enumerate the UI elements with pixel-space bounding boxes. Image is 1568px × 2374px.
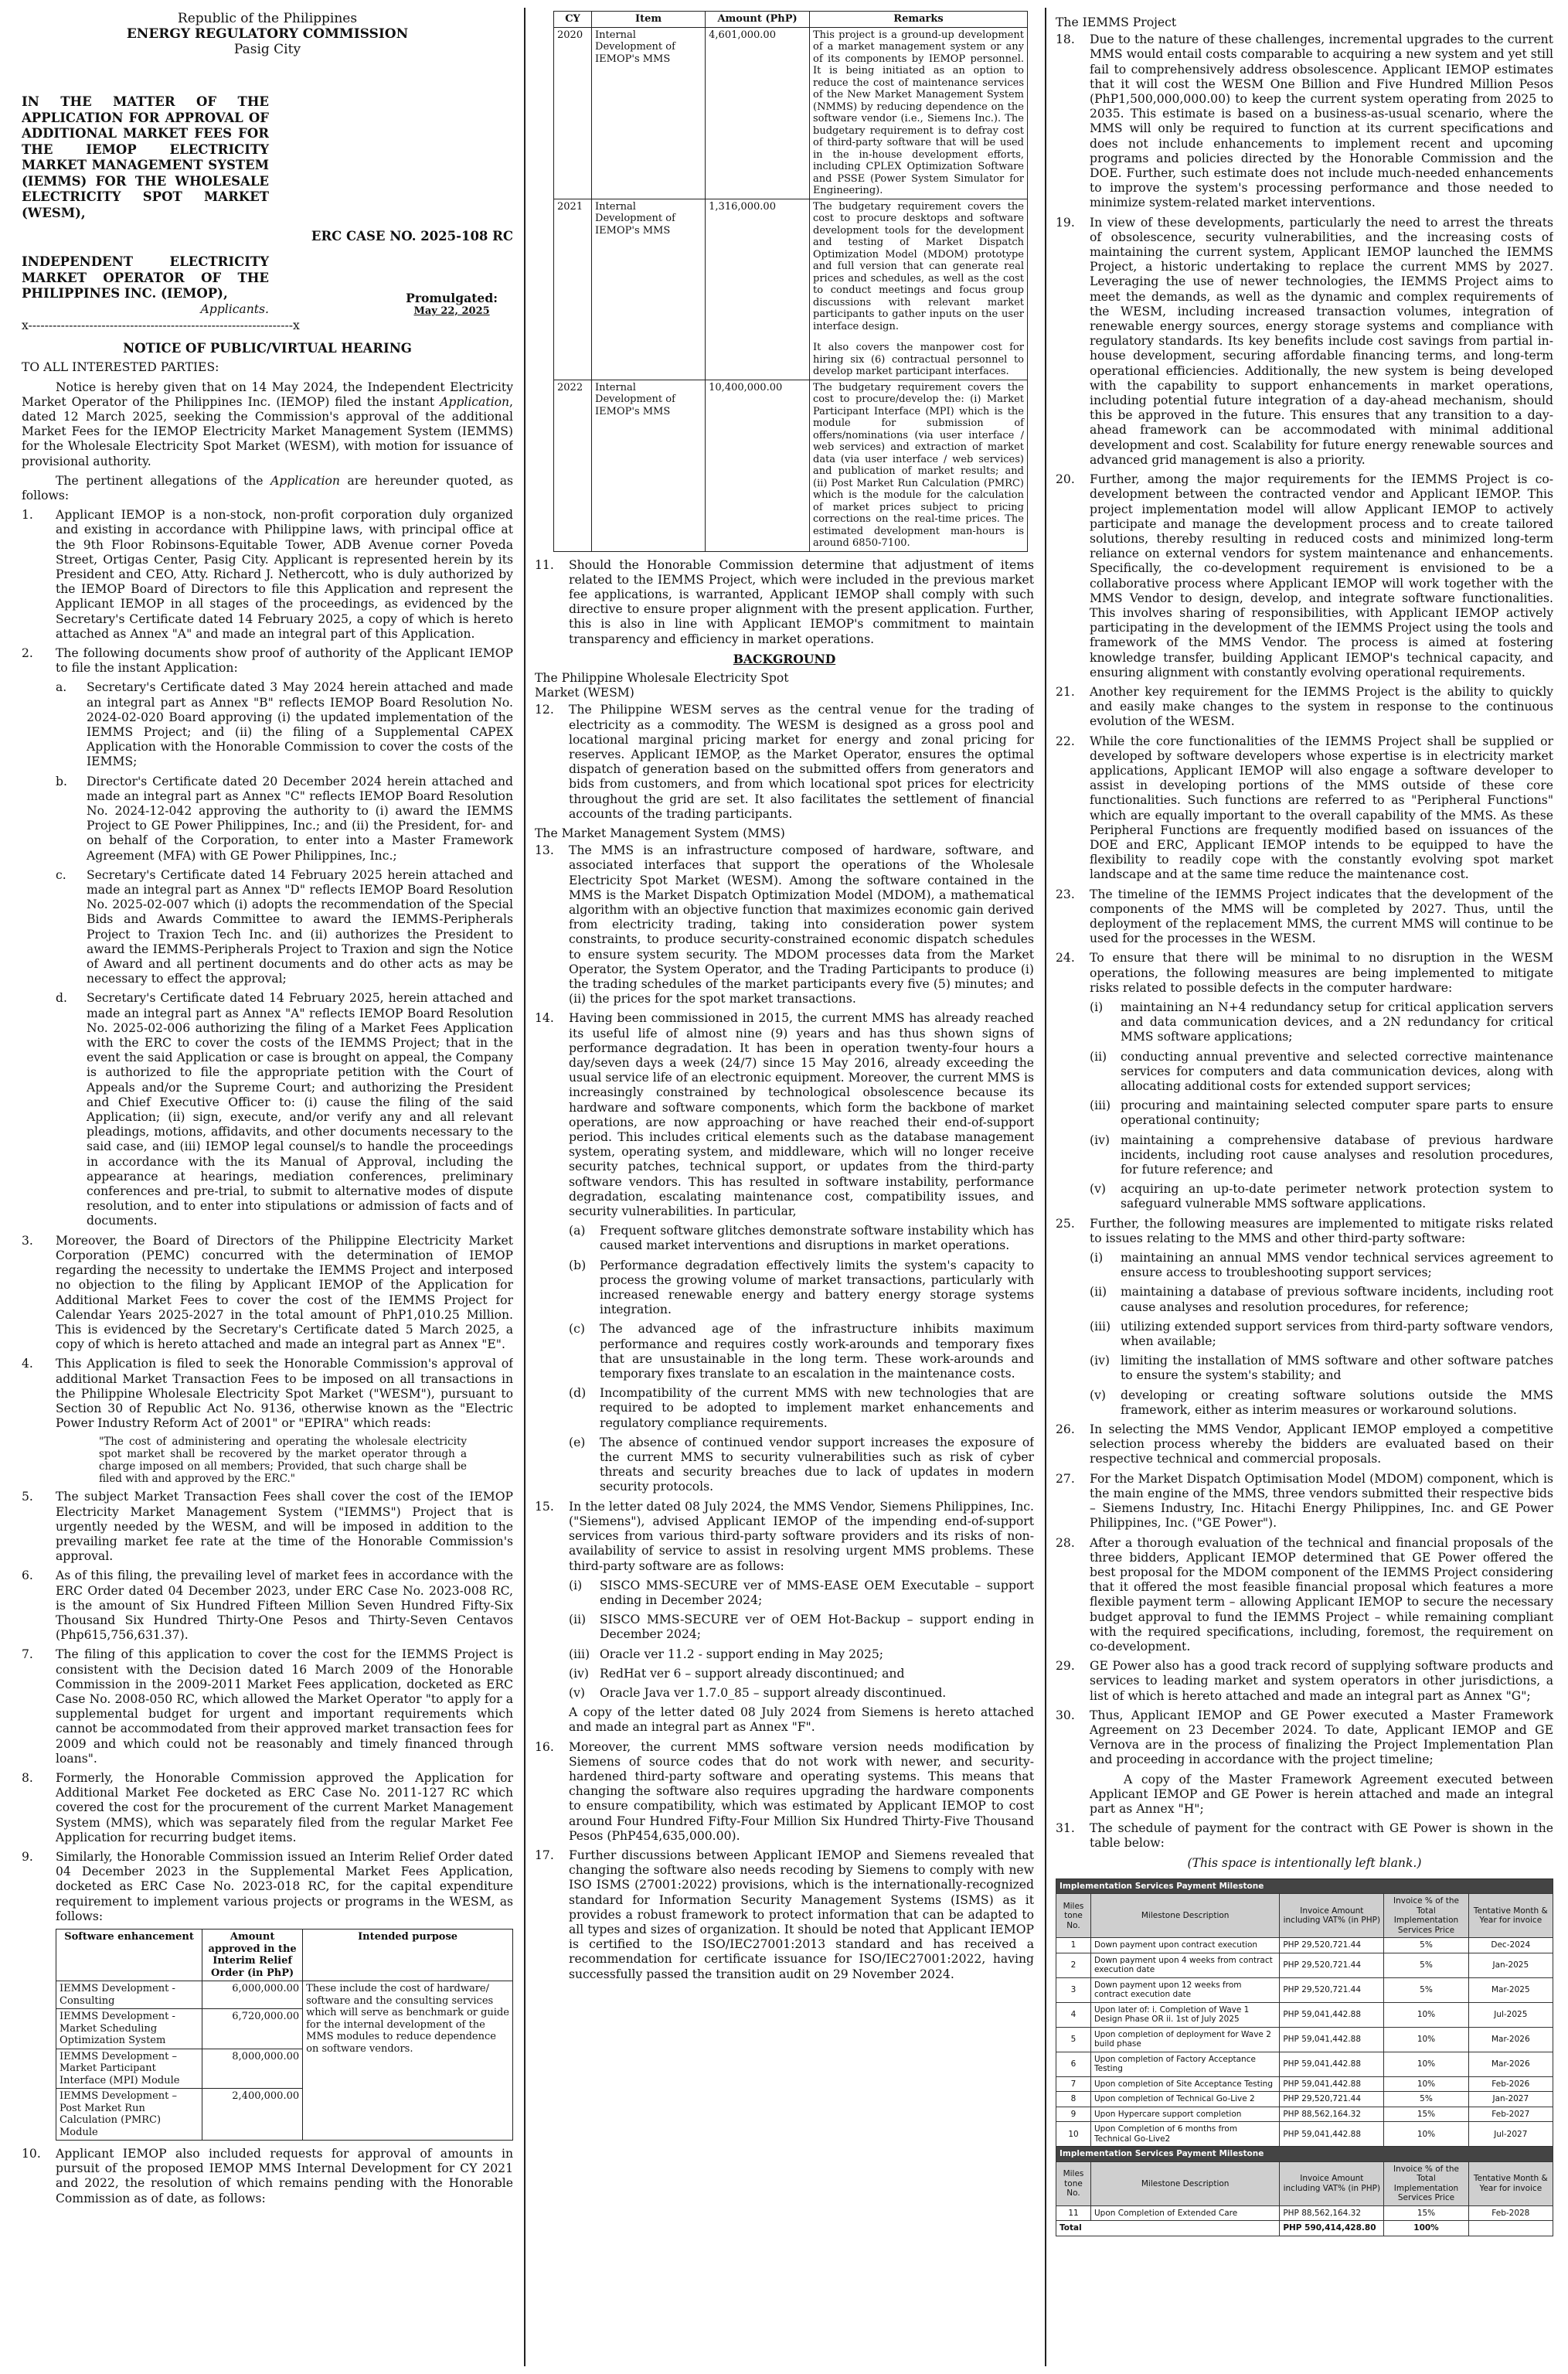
cell-amount: PHP 59,041,442.88 [1280, 2002, 1384, 2027]
paragraph-24i-text: maintaining an N+4 redundancy setup for critical application servers and data communication devices, and a 2N redundancy for critical MMS software applications; [1121, 1000, 1553, 1044]
paragraph-24iv-text: maintaining a comprehensive database of previous hardware incidents, including root cause analyses and resolution procedures, for future reference; and [1121, 1133, 1553, 1177]
paragraph-11-text: Should the Honorable Commission determine that adjustment of items related to the IEMMS Project, which were included in the previous market fee applications, is warranted, Applicant IEMOP shall comply with such directive to ensure proper alignment with the present application. Further, this is also in line with Applicant IEMOP's commitment to maintain transparency and efficiency in market operations. [569, 557, 1034, 646]
paragraph-29-text: GE Power also has a good track record of supplying software products and services to leading market and system operators in other jurisdictions, a list of which is hereto attached and made an integral part as Annex "G"; [1090, 1659, 1553, 1703]
paragraph-6-text: As of this filing, the prevailing level of market fees in accordance with the ERC Order dated 04 December 2023, under ERC Case No. 2023-008 RC, is the amount of Six Hundred Fifteen Million Seven Hundred Fifty-Six Thousand Six Hundred Thirty-One Pesos and Thirty-Seven Centavos (Php615,756,631.37). [56, 1568, 513, 1643]
paragraph-21: 21. Another key requirement for the IEMMS Project is the ability to quickly and easily make changes to the system in response to the continuous evolution of the WESM. [1056, 684, 1553, 729]
cell-item: IEMMS Development - Consulting [56, 1981, 202, 2009]
cell-amount: PHP 59,041,442.88 [1280, 2027, 1384, 2052]
payment-schedule-table [1056, 1878, 1553, 2236]
paragraph-24v: (v) acquiring an up-to-date perimeter network protection system to safeguard vulnerable MMS software applications. [1090, 1182, 1553, 1211]
cell-amount: 6,720,000.00 [202, 2009, 303, 2049]
cell-no: 5 [1056, 2027, 1091, 2052]
cell-amount: PHP 59,041,442.88 [1280, 2052, 1384, 2076]
header-tentative-date: Tentative Month & Year for invoice [1468, 1894, 1553, 1938]
cell-percent: 10% [1384, 2076, 1468, 2092]
cell-amount: PHP 88,562,164.32 [1280, 2107, 1384, 2122]
paragraph-15iv-text: RedHat ver 6 – support already discontinued; and [600, 1666, 905, 1681]
paragraph-30b: A copy of the Master Framework Agreement executed between Applicant IEMOP and GE Power is herein attached and made an integral part as Annex "H"; [1090, 1772, 1553, 1816]
table-row [554, 199, 1028, 380]
cell-remarks: This project is a ground-up development of a market management system or any of its components by IEMOP personnel. It is being initiated as an option to reduce the cost of maintenance services of the New Market Management System (NMMS) by reducing dependence on the software vendor (i.e., Siemens Inc.). The budgetary requirement is to defray cost of third-party software that will be used in the in-house development efforts, including CPLEX Optimization Software and PSSE (Power System Simulator for Engineering). [810, 27, 1028, 199]
paragraph-25iv: (iv) limiting the installation of MMS software and other software patches to ensure the system's stability; and [1090, 1354, 1553, 1383]
paragraph-26: 26. In selecting the MMS Vendor, Applicant IEMOP employed a competitive selection process whereby the bidders are evaluated based on their respective technical and commercial proposals. [1056, 1422, 1553, 1466]
cell-amount: PHP 29,520,721.44 [1280, 1977, 1384, 2002]
remarks-text: The budgetary requirement covers the cost to procure desktops and software development tools for the development and testing of Market Dispatch Optimization Model (MDOM) prototype and full version that can generate real prices and schedules, as well as the cost to conduct meetings and focus group discussions with relevant market participants to gather inputs on the user interface design. [813, 200, 1024, 332]
table-row [1056, 1953, 1553, 1977]
header-invoice-amount: Invoice Amount including VAT% (in PHP) [1280, 2161, 1384, 2205]
paragraph-25ii-text: maintaining a database of previous software incidents, including root cause analyses and resolution procedures, for reference; [1121, 1285, 1553, 1314]
paragraph-24iii-text: procuring and maintaining selected computer spare parts to ensure operational continuity; [1121, 1098, 1553, 1128]
paragraph-24: 24. To ensure that there will be minimal to no disruption in the WESM operations, the following measures are being implemented to mitigate risks related to possible defects in the computer hardware: [1056, 951, 1553, 995]
table-row [1056, 1938, 1553, 1953]
header-amount: Amount (PhP) [706, 12, 810, 28]
paragraph-2b-text: Director's Certificate dated 20 December 2024 herein attached and made an integral part as Annex "C" reflects IEMOP Board Resolution No. 2024-12-042 approving the authority to (i) award the IEMMS Project to GE Power Philippines, Inc.; and (ii) the President, for- and on behalf of the Corporation, to enter into a Master Framework Agreement (MFA) with GE Power Philippines, Inc.; [87, 774, 513, 863]
paragraph-15iii: (iii) Oracle ver 11.2 - support ending in May 2025; [569, 1647, 1034, 1662]
notice-p1-text-a: Notice is hereby given that on 14 May 2024, the Independent Electricity Market Operator of the Philippines Inc. (IEMOP) filed the instant [22, 380, 513, 409]
paragraph-2d-text: Secretary's Certificate dated 14 February 2025, herein attached and made an integral part as Annex "A" reflects IEMOP Board Resolution No. 2025-02-006 authorizing the filing of a Market Fees Application with the ERC to cover the costs of the IEMMS Project; that in the event the said Application or case is brought on appeal, the Company is authorized to file the appropriate petition with the Court of Appeals and/or the Supreme Court; and authorizing the President and Chief Executive Officer to: (i) cause the filing of the said Application; (ii) sign, execute, and/or verify any and all relevant pleadings, motions, affidavits, and other documents necessary to the said case, and (iii) IEMOP legal counsel/s to handle the proceedings in accordance with the its Manual of Approval, including the appearance at hearings, mediation conferences, preliminary conferences and pre-trial, to submit to alternative modes of dispute resolution, and to enter into stipulations or admission of facts and of documents. [87, 991, 513, 1228]
cell-description: Upon completion of Site Acceptance Testing [1091, 2076, 1280, 2092]
paragraph-10: 10. Applicant IEMOP also included requests for approval of amounts in pursuit of the proposed IEMOP MMS Internal Development for CY 2021 and 2022, the resolution of which remains pending with the Honorable Commission as of date, as follows: [22, 2147, 513, 2205]
cell-no: 6 [1056, 2052, 1091, 2076]
paragraph-27-text: For the Market Dispatch Optimisation Model (MDOM) component, which is the main engine of the MMS, three vendors submitted their respective bids – Siemens Industry, Inc. Hitachi Energy Philippines, Inc. and GE Power Philippines, Inc. ("GE Power"). [1090, 1471, 1553, 1531]
paragraph-14d-text: Incompatibility of the current MMS with new technologies that are required to be adopted to implement market enhancements and regulatory compliance requirements. [600, 1386, 1034, 1430]
paragraph-25v-text: developing or creating software solutions outside the MMS framework, either as interim measures or workaround solutions. [1121, 1388, 1553, 1417]
paragraph-15iv: (iv) RedHat ver 6 – support already discontinued; and [569, 1667, 1034, 1681]
cell-date: Feb-2026 [1468, 2076, 1553, 2092]
cell-date: Jan-2027 [1468, 2092, 1553, 2107]
paragraph-18-text: Due to the nature of these challenges, incremental upgrades to the current MMS would entail costs comparable to acquiring a new system and yet still fail to comprehensively address obsolescence. Applicant IEMOP estimates that it will cost the WESM One Billion and Five Hundred Million Pesos (PhP1,500,000,000.00) to keep the current system operating from 2025 to 2035. This estimate is based on a business-as-usual scenario, where the MMS will only be required to function at its current specifications and does not include enhancements to implement recent and upcoming programs and policies directed by the Honorable Commission and the DOE. Further, such estimate does not include much-needed enhancements to improve the system's processing performance and those needed to minimize system-related market interventions. [1090, 32, 1553, 210]
table-header-row [56, 1930, 513, 1981]
cell-percent: 15% [1384, 2205, 1468, 2221]
applicant-name: INDEPENDENT ELECTRICITY MARKET OPERATOR OF THE PHILIPPINES INC. (IEMOP), [22, 254, 269, 301]
republic-line: Republic of the Philippines [177, 11, 358, 26]
table-row [1056, 2205, 1553, 2221]
notice-p2-text-c: are hereunder quoted, as follows: [22, 473, 513, 502]
paragraph-14a: (a) Frequent software glitches demonstrate software instability which has caused market interventions and disruptions in market operations. [569, 1224, 1034, 1253]
paragraph-21-text: Another key requirement for the IEMMS Project is the ability to quickly and easily make changes to the system in response to the continuous evolution of the WESM. [1090, 684, 1553, 729]
cell-description: Upon Completion of 6 months from Technical Go-Live2 [1091, 2122, 1280, 2147]
cell-date: Feb-2028 [1468, 2205, 1553, 2221]
header-milestone-no: Miles tone No. [1056, 2161, 1091, 2205]
paragraph-14: 14. Having been commissioned in 2015, the current MMS has already reached its useful life of almost nine (9) years and has thus shown signs of performance degradation. It has been in operation twenty-four hours a day/seven days a week (24/7) since 15 May 2016, already exceeding the usual service life of an electronic equipment. Moreover, the current MMS is increasingly constrained by technological obsolescence because its hardware and software components, which form the backbone of market operations, are now approaching or have reached their end-of-support period. This includes critical elements such as the database management system, operating system, and middleware, which will no longer receive security patches, technical support, or updates from the third-party software vendors. This has resulted in software instability, performance degradation, escalating maintenance cost, compatibility issues, and security vulnerabilities. In particular, [535, 1011, 1034, 1219]
paragraph-18: 18. Due to the nature of these challenges, incremental upgrades to the current MMS would entail costs comparable to acquiring a new system and yet still fail to comprehensively address obsolescence. Applicant IEMOP estimates that it will cost the WESM One Billion and Five Hundred Million Pesos (PhP1,500,000,000.00) to keep the current system operating from 2025 to 2035. This estimate is based on a business-as-usual scenario, where the MMS will only be required to function at its current specifications and does not include enhancements to implement recent and upcoming programs and policies directed by the Honorable Commission and the DOE. Further, such estimate does not include much-needed enhancements to improve the system's processing performance and those needed to minimize system-related market interventions. [1056, 32, 1553, 210]
table-header-row [554, 12, 1028, 28]
table-row [1056, 2122, 1553, 2147]
mms-heading: The Market Management System (MMS) [535, 826, 785, 840]
paragraph-24-text: To ensure that there will be minimal to no disruption in the WESM operations, the following measures are being implemented to mitigate risks related to possible defects in the computer hardware: [1090, 951, 1553, 995]
schedule-title: Implementation Services Payment Milestone [1056, 1878, 1553, 1894]
paragraph-22: 22. While the core functionalities of the IEMMS Project shall be supplied or developed by software developers whose expertise is in electricity market applications, Applicant IEMOP will also engage a software developer to assist in developing portions of the MMS outside of these core functionalities. Such functions are referred to as "Peripheral Functions" which are equally important to the overall capability of the MMS. As these Peripheral Functions are frequently modified based on issuances of the DOE and ERC, Applicant IEMOP intends to be equipped to have the flexibility to readily cope with the constantly evolving spot market landscape and at the same time reduce the maintenance cost. [1056, 734, 1553, 882]
paragraph-25: 25. Further, the following measures are implemented to mitigate risks related to issues relating to the MMS and other third-party software: [1056, 1216, 1553, 1245]
paragraph-24ii-text: conducting annual preventive and selected corrective maintenance services for computers and data communication devices, along with allocating additional costs for extended support services; [1121, 1049, 1553, 1094]
cell-description: Down payment upon contract execution [1091, 1938, 1280, 1953]
header-invoice-percent: Invoice % of the Total Implementation Services Price [1384, 1894, 1468, 1938]
table-row [1056, 2002, 1553, 2027]
notice-paragraph-1 [22, 380, 513, 469]
cell-date: Jul-2027 [1468, 2122, 1553, 2147]
table-row [1056, 2107, 1553, 2122]
paragraph-16: 16. Moreover, the current MMS software version needs modification by Siemens of source codes that do not work with newer, and security-hardened third-party software and operating systems. This means that changing the software also requires upgrading the hardware components to ensure compatibility, which was estimated by Applicant IEMOP to cost around Four Hundred Fifty-Four Million Six Hundred Thirty-Five Thousand Pesos (PhP454,635,000.00). [535, 1739, 1034, 1843]
cell-amount: PHP 29,520,721.44 [1280, 1953, 1384, 1977]
iemms-heading: The IEMMS Project [1056, 15, 1177, 29]
paragraph-14c-text: The advanced age of the infrastructure inhibits maximum performance and requires costly work-arounds and temporary fixes that are unsustainable in the long term. These work-arounds and temporary fixes translate to an escalation in the maintenance costs. [600, 1322, 1034, 1381]
paragraph-28-text: After a thorough evaluation of the technical and financial proposals of the three bidders, Applicant IEMOP determined that GE Power offered the best proposal for the MDOM component of the IEMMS Project considering that it offered the most feasible financial proposal which features a more flexible payment term – allowing Applicant IEMOP to secure the necessary budget approval to fund the IEMMS Project – while remaining compliant with the required specifications, including, foremost, the requirement on co-development. [1090, 1535, 1553, 1654]
paragraph-14e-text: The absence of continued vendor support increases the exposure of the current MMS to security vulnerabilities such as risk of cyber threats and security breaches due to lack of updates in modern security protocols. [600, 1435, 1034, 1494]
paragraph-31-text: The schedule of payment for the contract with GE Power is shown in the table below: [1090, 1821, 1553, 1851]
cell-amount: PHP 59,041,442.88 [1280, 2076, 1384, 2092]
paragraph-25i: (i) maintaining an annual MMS vendor technical services agreement to ensure access to troubleshooting support services; [1090, 1251, 1553, 1280]
paragraph-8: 8. Formerly, the Honorable Commission approved the Application for Additional Market Fee docketed as ERC Case No. 2011-127 RC which covered the cost for the procurement of the current Market Management System (MMS), which was separately filed from the regular Market Fee Application for recurring budget items. [22, 1770, 513, 1844]
paragraph-20: 20. Further, among the major requirements for the IEMMS Project is co-development between the contracted vendor and Applicant IEMOP. This project implementation model will allow Applicant IEMOP to actively participate and manage the development process and to create tailored solutions, thereby resulting in reduced costs and minimized long-term reliance on external vendors for system maintenance and enhancements. Specifically, the co-development requirement is envisioned to be a collaborative process where Applicant IEMOP will work together with the MMS Vendor to design, develop, and integrate software functionalities. This involves sharing of responsibilities, with Applicant IEMOP actively participating in the development of the IEMMS Project using the tools and framework of the MMS Vendor. The process is aimed at fostering knowledge transfer, building Applicant IEMOP's technical capacity, and ensuring alignment with constantly evolving operational requirements. [1056, 472, 1553, 680]
paragraph-15ii-text: SISCO MMS-SECURE ver of OEM Hot-Backup – support ending in December 2024; [600, 1613, 1034, 1642]
cell-no: 2 [1056, 1953, 1091, 1977]
paragraph-6: 6. As of this filing, the prevailing level of market fees in accordance with the ERC Order dated 04 December 2023, under ERC Case No. 2023-008 RC, is the amount of Six Hundred Fifteen Million Seven Hundred Fifty-Six Thousand Six Hundred Thirty-One Pesos and Thirty-Seven Centavos (Php615,756,631.37). [22, 1568, 513, 1643]
paragraph-3-text: Moreover, the Board of Directors of the Philippine Electricity Market Corporation (PEMC) concurred with the determination of IEMOP regarding the necessity to undertake the IEMMS Project and interposed no objection to the filing by Applicant IEMOP of the Application for Additional Market Fees to cover the cost of the IEMMS Project for Calendar Years 2025-2027 in the total amount of PhP1,010.25 Million. This is evidenced by the Secretary's Certificate dated 5 March 2025, a copy of which is hereto attached and made an integral part as Annex "E". [56, 1233, 513, 1352]
paragraph-15-end: A copy of the letter dated 08 July 2024 from Siemens is hereto attached and made an integral part as Annex "F". [569, 1705, 1034, 1735]
paragraph-15-text: In the letter dated 08 July 2024, the MMS Vendor, Siemens Philippines, Inc. ("Siemens"), advised Applicant IEMOP of the impending end-of-support services from various third-party software providers and its risks of non-availability of service to assist in resolving urgent MMS problems. These third-party software are as follows: [569, 1499, 1034, 1573]
commission-name: ENERGY REGULATORY COMMISSION [126, 26, 409, 42]
cell-item: IEMMS Development – Market Participant Interface (MPI) Module [56, 2049, 202, 2089]
header-milestone-no: Miles tone No. [1056, 1894, 1091, 1938]
paragraph-5: 5. The subject Market Transaction Fees shall cover the cost of the IEMOP Electricity Market Management System ("IEMMS") Project that is urgently needed by the WESM, and will be imposed in addition to the prevailing market fee rate at the time of the Honorable Commission's approval. [22, 1490, 513, 1564]
paragraph-4: 4. This Application is filed to seek the Honorable Commission's approval of additional Market Transaction Fees to be imposed on all transactions in the Philippine Wholesale Electricity Spot Market ("WESM"), pursuant to Section 30 of Republic Act No. 9136, otherwise known as the "Electric Power Industry Reform Act of 2001" or "EPIRA" which reads: [22, 1357, 513, 1431]
paragraph-2c: c. Secretary's Certificate dated 14 February 2025 herein attached and made an integral part as Annex "D" reflects IEMOP Board Resolution No. 2025-02-007 which (i) adopts the recommendation of the Special Bids and Awards Committee to award the IEMMS-Peripherals Project to Traxion Tech Inc. and (ii) authorizes the President to award the IEMMS-Peripherals Project to Traxion and sign the Notice of Award and all pertinent documents and do other acts as may be necessary to effect the approval; [56, 867, 513, 986]
cell-percent: 10% [1384, 2027, 1468, 2052]
paragraph-17-text: Further discussions between Applicant IEMOP and Siemens revealed that changing the software also needs recoding by Siemens to comply with new ISO ISMS (27001:2022) provisions, which is the internationally-recognized standard for Information Security Management Systems (ISMS) as it provides a robust framework to protect information that can be adapted to all types and sizes of organization. It should be noted that Applicant IEMOP is certified to the ISO/IEC27001:2013 standard and has received a recommendation for certificate issuance for ISO/IEC27001:2022, having successfully passed the transition audit on 29 November 2024. [569, 1848, 1034, 1981]
paragraph-19: 19. In view of these developments, particularly the need to arrest the threats of obsolescence, security vulnerabilities, and the increasing costs of maintaining the current system, Applicant IEMOP launched the IEMMS Project, a historic undertaking to replace the current MMS by 2027. Leveraging the use of newer technologies, the IEMMS Project aims to meet the demands, as well as the dynamic and complex requirements of the WESM, including increased transaction volumes, integration of renewable energy sources, energy storage systems and compliance with regulatory standards. Its key benefits include cost savings from partial in-house development, securing affordable financing terms, and long-term operational efficiencies. Additionally, the new system is being developed with the capability to support enhancements in market operations, including potential future integration of a day-ahead mechanism, should this be approved in the future. This ensures that any transition to a day-ahead framework can be accommodated with minimal additional development and cost. Scalability for future energy renewable sources and advanced grid management is also a priority. [1056, 215, 1553, 467]
notice-p1-text-b: Application [440, 394, 510, 409]
header-remarks: Remarks [810, 12, 1028, 28]
cell-description: Down payment upon 12 weeks from contract execution date [1091, 1977, 1280, 2002]
cell-percent: 5% [1384, 2092, 1468, 2107]
paragraph-25iii: (iii) utilizing extended support services from third-party software vendors, when available; [1090, 1319, 1553, 1349]
notice-p2-text-a: The pertinent allegations of the [56, 473, 271, 488]
column-divider-1 [524, 8, 526, 2366]
paragraph-25-text: Further, the following measures are implemented to mitigate risks related to issues relating to the MMS and other third-party software: [1090, 1216, 1553, 1245]
cell-amount: 1,316,000.00 [706, 199, 810, 380]
paragraph-15v: (v) Oracle Java ver 1.7.0_85 – support already discontinued. [569, 1686, 1034, 1701]
cell-percent: 10% [1384, 2122, 1468, 2147]
paragraph-15i: (i) SISCO MMS-SECURE ver of MMS-EASE OEM Executable – support ending in December 2024; [569, 1578, 1034, 1607]
paragraph-2c-text: Secretary's Certificate dated 14 February 2025 herein attached and made an integral part as Annex "D" reflects IEMOP Board Resolution No. 2025-02-007 which (i) adopts the recommendation of the Special Bids and Awards Committee to award the IEMMS-Peripherals Project to Traxion Tech Inc. and (ii) authorizes the President to award the IEMMS-Peripherals Project to Traxion and sign the Notice of Award and all pertinent documents and do other acts as may be necessary to effect the approval; [87, 867, 513, 986]
paragraph-3: 3. Moreover, the Board of Directors of the Philippine Electricity Market Corporation (PEMC) concurred with the determination of IEMOP regarding the necessity to undertake the IEMMS Project and interposed no objection to the filing by Applicant IEMOP of the Application for Additional Market Fees to cover the cost of the IEMMS Project for Calendar Years 2025-2027 in the total amount of PhP1,010.25 Million. This is evidenced by the Secretary's Certificate dated 5 March 2025, a copy of which is hereto attached and made an integral part as Annex "E". [22, 1233, 513, 1352]
paragraph-13: 13. The MMS is an infrastructure composed of hardware, software, and associated interfaces that support the operations of the Wholesale Electricity Spot Market (WESM). Among the software contained in the MMS is the Market Dispatch Optimization Model (MDOM), a mathematical algorithm with an objective function that maximizes economic gain derived from electricity trading, taking into consideration power system constraints, to produce security-constrained economic dispatch schedules to ensure system security. The MDOM processes data from the Market Operator, the System Operator, and the Trading Participants to produce (i) the trading schedules of the market participants every five (5) minutes; and (ii) the prices for the spot market transactions. [535, 843, 1034, 1006]
paragraph-28: 28. After a thorough evaluation of the technical and financial proposals of the three bidders, Applicant IEMOP determined that GE Power offered the best proposal for the MDOM component of the IEMMS Project considering that it offered the most feasible financial proposal which features a more flexible payment term – allowing Applicant IEMOP to secure the necessary budget approval to fund the IEMMS Project – while remaining compliant with the required specifications, including, foremost, the requirement on co-development. [1056, 1535, 1553, 1654]
cell-percent: 10% [1384, 2052, 1468, 2076]
cell-no: 7 [1056, 2076, 1091, 2092]
paragraph-15i-text: SISCO MMS-SECURE ver of MMS-EASE OEM Executable – support ending in December 2024; [600, 1578, 1034, 1607]
column-1 [22, 11, 513, 2363]
paragraph-30: 30. Thus, Applicant IEMOP and GE Power executed a Master Framework Agreement on 23 December 2024. To date, Applicant IEMOP and GE Vernova are in the process of finalizing the Project Implementation Plan and proceeding in accordance with the project timeline; [1056, 1708, 1553, 1767]
paragraph-16-text: Moreover, the current MMS software version needs modification by Siemens of source codes that do not work with newer, and security-hardened third-party software and operating systems. This means that changing the software also requires upgrading the hardware components to ensure compatibility, which was estimated by Applicant IEMOP to cost around Four Hundred Fifty-Four Million Six Hundred Thirty-Five Thousand Pesos (PhP454,635,000.00). [569, 1739, 1034, 1843]
paragraph-25ii: (ii) maintaining a database of previous software incidents, including root cause analyses and resolution procedures, for reference; [1090, 1285, 1553, 1314]
blank-note: (This space is intentionally left blank.) [1187, 1855, 1422, 1870]
paragraph-24v-text: acquiring an up-to-date perimeter network protection system to safeguard vulnerable MMS software applications. [1121, 1182, 1553, 1211]
cell-date: Jan-2025 [1468, 1953, 1553, 1977]
paragraph-14b-text: Performance degradation effectively limits the system's capacity to process the growing volume of market transactions, particularly with increased renewable energy and battery energy storage systems integration. [600, 1258, 1034, 1317]
table-header-row [1056, 1894, 1553, 1938]
total-empty-cell [1468, 2221, 1553, 2236]
paragraph-14e: (e) The absence of continued vendor support increases the exposure of the current MMS to security vulnerabilities such as risk of cyber threats and security breaches due to lack of updates in modern security protocols. [569, 1435, 1034, 1494]
header-software: Software enhancement [56, 1930, 202, 1981]
notice-p1-text-c: , dated 12 March 2025, seeking the Commission's approval of the additional Market Fees for the IEMOP Electricity Market Management System (IEMMS) for the Wholesale Electricity Spot Market (WESM), with motion for issuance of provisional authority. [22, 394, 513, 468]
column-divider-2 [1045, 8, 1046, 2366]
header-invoice-percent: Invoice % of the Total Implementation Services Price [1384, 2161, 1468, 2205]
cell-remarks [810, 199, 1028, 380]
paragraph-23-text: The timeline of the IEMMS Project indicates that the development of the components of the MMS will be completed by 2027. Thus, until the deployment of the replacement MMS, the current MMS will continue to be used for the processes in the WESM. [1090, 887, 1553, 946]
notice-to: TO ALL INTERESTED PARTIES: [22, 360, 219, 375]
paragraph-2b: b. Director's Certificate dated 20 December 2024 herein attached and made an integral part as Annex "C" reflects IEMOP Board Resolution No. 2024-12-042 approving the authority to (i) award the IEMMS Project to GE Power Philippines, Inc.; and (ii) the President, for- and on behalf of the Corporation, to enter into a Master Framework Agreement (MFA) with GE Power Philippines, Inc.; [56, 774, 513, 863]
paragraph-25iv-text: limiting the installation of MMS software and other software patches to ensure the system's stability; and [1121, 1354, 1553, 1383]
cell-date: Mar-2025 [1468, 1977, 1553, 2002]
paragraph-12: 12. The Philippine WESM serves as the central venue for the trading of electricity as a commodity. The WESM is designed as a gross pool and locational marginal pricing market for energy and zonal pricing for reserves. Applicant IEMOP, as the Market Operator, ensures the optimal dispatch of generation based on the submitted offers from generators and bids from customers, and from which locational spot prices for electricity throughout the grid are set. It also facilitates the settlement of financial accounts of the trading participants. [535, 703, 1034, 821]
cell-item: Internal Development of IEMOP's MMS [592, 199, 706, 380]
paragraph-14d: (d) Incompatibility of the current MMS with new technologies that are required to be adopted to implement market enhancements and regulatory compliance requirements. [569, 1386, 1034, 1430]
cell-item: Internal Development of IEMOP's MMS [592, 27, 706, 199]
wesm-heading: The Philippine Wholesale Electricity Spot Market (WESM) [535, 670, 789, 700]
paragraph-7: 7. The filing of this application to cover the cost for the IEMMS Project is consistent with the Decision dated 16 March 2009 of the Honorable Commission in the 2009-2011 Market Fees application, docketed as ERC Case No. 2008-050 RC, which allowed the Market Operator "to apply for a supplemental budget for urgent and important requirements which cannot be accommodated from their approved market transaction fees for 2009 and which could not be reasonably and timely financed through loans". [22, 1647, 513, 1766]
paragraph-25v: (v) developing or creating software solutions outside the MMS framework, either as interim measures or workaround solutions. [1090, 1388, 1553, 1417]
paragraph-24i: (i) maintaining an N+4 redundancy setup for critical application servers and data communication devices, and a 2N redundancy for critical MMS software applications; [1090, 1000, 1553, 1044]
cell-description: Upon completion of Technical Go-Live 2 [1091, 2092, 1280, 2107]
paragraph-31: 31. The schedule of payment for the contract with GE Power is shown in the table below: [1056, 1821, 1553, 1851]
case-number: ERC CASE NO. 2025-108 RC [311, 229, 513, 244]
paragraph-14c: (c) The advanced age of the infrastructure inhibits maximum performance and requires costly work-arounds and temporary fixes that are unsustainable in the long term. These work-arounds and temporary fixes translate to an escalation in the maintenance costs. [569, 1322, 1034, 1381]
cell-date: Dec-2024 [1468, 1938, 1553, 1953]
cell-item: Internal Development of IEMOP's MMS [592, 380, 706, 551]
cell-date: Mar-2026 [1468, 2052, 1553, 2076]
table-row [1056, 1977, 1553, 2002]
paragraph-26-text: In selecting the MMS Vendor, Applicant IEMOP employed a competitive selection process whereby the bidders are evaluated based on their respective technical and commercial proposals. [1090, 1422, 1553, 1466]
paragraph-10-text: Applicant IEMOP also included requests for approval of amounts in pursuit of the proposed IEMOP MMS Internal Development for CY 2021 and 2022, the resolution of which remains pending with the Honorable Commission as of date, as follows: [56, 2147, 513, 2205]
promulgated-date: May 22, 2025 [413, 305, 490, 317]
column-2 [535, 11, 1034, 2363]
cell-date: Feb-2027 [1468, 2107, 1553, 2122]
notice-title: NOTICE OF PUBLIC/VIRTUAL HEARING [123, 341, 412, 356]
paragraph-1-text: Applicant IEMOP is a non-stock, non-profit corporation duly organized and existing in accordance with Philippine laws, with principal office at the 9th Floor Robinsons-Equitable Tower, ADB Avenue corner Poveda Street, Ortigas Center, Pasig City. Applicant is represented herein by its President and CEO, Atty. Richard J. Nethercott, who is duly authorized by the IEMOP Board of Directors to file this Application and represent the Applicant IEMOP in all stages of the proceedings, as evidenced by the Secretary's Certificate dated 14 February 2025, a copy of which is hereto attached as Annex "A" and made an integral part of this Application. [56, 508, 513, 641]
table-row [56, 1981, 513, 2009]
paragraph-11: 11. Should the Honorable Commission determine that adjustment of items related to the IEMMS Project, which were included in the previous market fee applications, is warranted, Applicant IEMOP shall comply with such directive to ensure proper alignment with the present application. Further, this is also in line with Applicant IEMOP's commitment to maintain transparency and efficiency in market operations. [535, 557, 1034, 646]
cell-amount: PHP 88,562,164.32 [1280, 2205, 1384, 2221]
header-invoice-amount: Invoice Amount including VAT% (in PHP) [1280, 1894, 1384, 1938]
cell-percent: 15% [1384, 2107, 1468, 2122]
paragraph-15: 15. In the letter dated 08 July 2024, the MMS Vendor, Siemens Philippines, Inc. ("Siemens"), advised Applicant IEMOP of the impending end-of-support services from various third-party software providers and its risks of non-availability of service to assist in resolving urgent MMS problems. These third-party software are as follows: [535, 1499, 1034, 1573]
cell-cy: 2021 [554, 199, 592, 380]
paragraph-2a-text: Secretary's Certificate dated 3 May 2024 herein attached and made an integral part as Annex "B" reflects IEMOP Board Resolution No. 2024-02-020 Board approving (i) the updated implementation of the IEMMS Project; and (ii) the filing of a Supplemental CAPEX Application with the Honorable Commission to cover the costs of the IEMMS; [87, 680, 513, 769]
paragraph-2d: d. Secretary's Certificate dated 14 February 2025, herein attached and made an integral part as Annex "A" reflects IEMOP Board Resolution No. 2025-02-006 authorizing the filing of a Market Fees Application with the ERC to cover the costs of the IEMMS Project; that in the event the said Application or case is brought on appeal, the Company is authorized to file the appropriate petition with the Court of Appeals and/or the Supreme Court; and authorizing the President and Chief Executive Officer to: (i) cause the filing of the said Application; (ii) sign, execute, and/or verify any and all relevant pleadings, motions, affidavits, and other documents necessary to the said case, and (iii) IEMOP legal counsel/s to handle the proceedings in accordance with the its Manual of Approval, including the appearance at hearings, mediation conferences, preliminary conferences and pre-trial, to submit to alternative modes of dispute resolution, and to enter into stipulations or admission of facts and of documents. [56, 991, 513, 1228]
paragraph-9: 9. Similarly, the Honorable Commission issued an Interim Relief Order dated 04 December 2023 in the Supplemental Market Fees Application, docketed as ERC Case No. 2023-018 RC, for the capital expenditure requirement to implement various projects or programs in the WESM, as follows: [22, 1850, 513, 1923]
cell-no: 8 [1056, 2092, 1091, 2107]
matter-title: IN THE MATTER OF THE APPLICATION FOR APPROVAL OF ADDITIONAL MARKET FEES FOR THE IEMOP ELECTRICITY MARKET MANAGEMENT SYSTEM (IEMMS) FOR THE WHOLESALE ELECTRICITY SPOT MARKET (WESM), [22, 94, 269, 220]
paragraph-14-text: Having been commissioned in 2015, the current MMS has already reached its useful life of almost nine (9) years and has thus shown signs of performance degradation. It has been in operation twenty-four hours a day/seven days a week (24/7) since 15 May 2016, already exceeding the usual service life of an electronic equipment. Moreover, the current MMS is increasingly constrained by technological obsolescence because its hardware and software components, which form the backbone of market operations, are now approaching or have reached their end-of-support period. This includes critical elements such as the database management system, operating system, and middleware, which will no longer receive security patches, technical support, or updates from the third-party software vendors. This has resulted in software instability, performance degradation, escalating maintenance cost, compatibility issues, and security vulnerabilities. In particular, [569, 1011, 1034, 1219]
paragraph-5-text: The subject Market Transaction Fees shall cover the cost of the IEMOP Electricity Market Management System ("IEMMS") Project that is urgently needed by the WESM, and will be imposed in addition to the prevailing market fee rate at the time of the Honorable Commission's approval. [56, 1490, 513, 1564]
paragraph-29: 29. GE Power also has a good track record of supplying software products and services to leading market and system operators in other jurisdictions, a list of which is hereto attached and made an integral part as Annex "G"; [1056, 1659, 1553, 1703]
cell-remarks: The budgetary requirement covers the cost to procure/develop the: (i) Market Participant Interface (MPI) which is the module for submission of offers/nominations (via user interface / web services) and extraction of market data (via user interface / web services) and publication of market results; and (ii) Post Market Run Calculation (PMRC) which is the module for the calculation of market prices subject to pricing corrections on the real-time prices. The estimated development man-hours is around 6850-7100. [810, 380, 1028, 551]
separator-line: x-----------------------------------------------------------------x [22, 318, 300, 332]
paragraph-2a: a. Secretary's Certificate dated 3 May 2024 herein attached and made an integral part as Annex "B" reflects IEMOP Board Resolution No. 2024-02-020 Board approving (i) the updated implementation of the IEMMS Project; and (ii) the filing of a Supplemental CAPEX Application with the Honorable Commission to cover the costs of the IEMMS; [56, 680, 513, 769]
paragraph-7-text: The filing of this application to cover the cost for the IEMMS Project is consistent with the Decision dated 16 March 2009 of the Honorable Commission in the 2009-2011 Market Fees application, docketed as ERC Case No. 2008-050 RC, which allowed the Market Operator "to apply for a supplemental budget for urgent and important requirements which cannot be accommodated from their approved market transaction fees for 2009 and which could not be reasonably and timely financed through loans". [56, 1647, 513, 1766]
cell-no: 9 [1056, 2107, 1091, 2122]
header-amount: Amount approved in the Interim Relief Order (in PhP) [202, 1930, 303, 1981]
total-row [1056, 2221, 1553, 2236]
background-heading: BACKGROUND [733, 651, 836, 666]
cell-amount: PHP 59,041,442.88 [1280, 2122, 1384, 2147]
cell-no: 4 [1056, 2002, 1091, 2027]
cell-cy: 2022 [554, 380, 592, 551]
cell-description: Upon Completion of Extended Care [1091, 2205, 1280, 2221]
cell-item: IEMMS Development – Post Market Run Calculation (PMRC) Module [56, 2089, 202, 2141]
total-percent: 100% [1384, 2221, 1468, 2236]
cell-percent: 5% [1384, 1953, 1468, 1977]
cell-no: 10 [1056, 2122, 1091, 2147]
cell-date: Mar-2026 [1468, 2027, 1553, 2052]
remarks-text: It also covers the manpower cost for hiring six (6) contractual personnel to develop market participant interfaces. [813, 342, 1024, 377]
paragraph-9-text: Similarly, the Honorable Commission issued an Interim Relief Order dated 04 December 2023 in the Supplemental Market Fees Application, docketed as ERC Case No. 2023-018 RC, for the capital expenditure requirement to implement various projects or programs in the WESM, as follows: [56, 1850, 513, 1923]
cell-no: 3 [1056, 1977, 1091, 2002]
paragraph-24iii: (iii) procuring and maintaining selected computer spare parts to ensure operational continuity; [1090, 1098, 1553, 1128]
commission-city: Pasig City [233, 42, 301, 57]
paragraph-12-text: The Philippine WESM serves as the central venue for the trading of electricity as a commodity. The WESM is designed as a gross pool and locational marginal pricing market for energy and zonal pricing for reserves. Applicant IEMOP, as the Market Operator, ensures the optimal dispatch of generation based on the submitted offers from generators and bids from customers, and from which locational spot prices for electricity throughout the grid are set. It also facilitates the settlement of financial accounts of the trading participants. [569, 703, 1034, 821]
header-item: Item [592, 12, 706, 28]
column-3 [1056, 11, 1553, 2363]
cell-percent: 5% [1384, 1977, 1468, 2002]
paragraph-1: 1. Applicant IEMOP is a non-stock, non-profit corporation duly organized and existing in accordance with Philippine laws, with principal office at the 9th Floor Robinsons-Equitable Tower, ADB Avenue corner Poveda Street, Ortigas Center, Pasig City. Applicant is represented herein by its President and CEO, Atty. Richard J. Nethercott, who is duly authorized by the IEMOP Board of Directors to file this Application and represent the Applicant IEMOP in all stages of the proceedings, as evidenced by the Secretary's Certificate dated 14 February 2025, a copy of which is hereto attached as Annex "A" and made an integral part of this Application. [22, 508, 513, 641]
schedule-title-2: Implementation Services Payment Milestone [1056, 2147, 1553, 2162]
cell-description: Upon completion of deployment for Wave 2 build phase [1091, 2027, 1280, 2052]
promulgated-label: Promulgated: [406, 290, 498, 305]
internal-development-table [553, 11, 1028, 552]
notice-paragraph-2 [22, 474, 513, 503]
paragraph-13-text: The MMS is an infrastructure composed of hardware, software, and associated interfaces that support the operations of the Wholesale Electricity Spot Market (WESM). Among the software contained in the MMS is the Market Dispatch Optimization Model (MDOM), a mathematical algorithm with an objective function that maximizes economic gain derived from electricity trading, taking into consideration power system constraints, to produce security-constrained economic dispatch schedules to ensure system security. The MDOM processes data from the Market Operator, the System Operator, and the Trading Participants to produce (i) the trading schedules of the market participants every five (5) minutes; and (ii) the prices for the spot market transactions. [569, 843, 1034, 1006]
cell-description: Upon later of: i. Completion of Wave 1 Design Phase OR ii. 1st of July 2025 [1091, 2002, 1280, 2027]
total-amount: PHP 590,414,428.80 [1280, 2221, 1384, 2236]
paragraph-2-text: The following documents show proof of authority of the Applicant IEMOP to file the instant Application: [56, 645, 513, 676]
header-tentative-date: Tentative Month & Year for invoice [1468, 2161, 1553, 2205]
table-header-row-2 [1056, 2161, 1553, 2205]
interim-relief-table [56, 1929, 513, 2141]
header-cy: CY [554, 12, 592, 28]
header-description: Milestone Description [1091, 1894, 1280, 1938]
paragraph-8-text: Formerly, the Honorable Commission approved the Application for Additional Market Fee docketed as ERC Case No. 2011-127 RC which covered the cost for the procurement of the current Market Management System (MMS), which was separately filed from the regular Market Fee Application for recurring budget items. [56, 1770, 513, 1844]
paragraph-25i-text: maintaining an annual MMS vendor technical services agreement to ensure access to troubleshooting support services; [1121, 1251, 1553, 1280]
paragraph-4-text: This Application is filed to seek the Honorable Commission's approval of additional Market Transaction Fees to be imposed on all transactions in the Philippine Wholesale Electricity Spot Market ("WESM"), pursuant to Section 30 of Republic Act No. 9136, otherwise known as the "Electric Power Industry Reform Act of 2001" or "EPIRA" which reads: [56, 1357, 513, 1431]
paragraph-30-text: Thus, Applicant IEMOP and GE Power executed a Master Framework Agreement on 23 December 2024. To date, Applicant IEMOP and GE Vernova are in the process of finalizing the Project Implementation Plan and proceeding in accordance with the project timeline; [1090, 1708, 1553, 1767]
epira-quote: "The cost of administering and operating the wholesale electricity spot market shall be recovered by the market operator through a charge imposed on all members; Provided, that such charge shall be filed with and approved by the ERC." [99, 1436, 467, 1486]
table-row [554, 27, 1028, 199]
cell-description: Upon Hypercare support completion [1091, 2107, 1280, 2122]
cell-amount: 10,400,000.00 [706, 380, 810, 551]
table-row [1056, 2027, 1553, 2052]
cell-amount: 8,000,000.00 [202, 2049, 303, 2089]
table-row [554, 380, 1028, 551]
paragraph-19-text: In view of these developments, particularly the need to arrest the threats of obsolescence, security vulnerabilities, and the increasing costs of maintaining the current system, Applicant IEMOP launched the IEMMS Project, a historic undertaking to replace the current MMS by 2027. Leveraging the use of newer technologies, the IEMMS Project aims to meet the demands, as well as the dynamic and complex requirements of the WESM, including increased transaction volumes, integration of renewable energy sources, energy storage systems and compliance with regulatory standards. Its key benefits include cost savings from partial in-house development, securing affordable financing terms, and long-term operational efficiencies. Additionally, the new system is being developed with the capability to support enhancements in market operations, including potential future integration of a day-ahead mechanism, should this be approved in the future. This ensures that any transition to a day-ahead framework can be accommodated with minimal additional development and cost. Scalability for future energy renewable sources and advanced grid management is also a priority. [1090, 215, 1553, 467]
cell-amount: PHP 29,520,721.44 [1280, 1938, 1384, 1953]
header-purpose: Intended purpose [303, 1930, 513, 1981]
paragraph-15iii-text: Oracle ver 11.2 - support ending in May 2025; [600, 1647, 884, 1661]
paragraph-27: 27. For the Market Dispatch Optimisation Model (MDOM) component, which is the main engine of the MMS, three vendors submitted their respective bids – Siemens Industry, Inc. Hitachi Energy Philippines, Inc. and GE Power Philippines, Inc. ("GE Power"). [1056, 1471, 1553, 1531]
paragraph-24iv: (iv) maintaining a comprehensive database of previous hardware incidents, including root cause analyses and resolution procedures, for future reference; and [1090, 1133, 1553, 1177]
cell-percent: 5% [1384, 1938, 1468, 1953]
table-row [1056, 2092, 1553, 2107]
cell-percent: 10% [1384, 2002, 1468, 2027]
cell-amount: 4,601,000.00 [706, 27, 810, 199]
cell-amount: 2,400,000.00 [202, 2089, 303, 2141]
cell-description: Upon completion of Factory Acceptance Testing [1091, 2052, 1280, 2076]
cell-no: 1 [1056, 1938, 1091, 1953]
paragraph-24ii: (ii) conducting annual preventive and selected corrective maintenance services for computers and data communication devices, along with allocating additional costs for extended support services; [1090, 1049, 1553, 1094]
table-row [1056, 2076, 1553, 2092]
paragraph-2: 2. The following documents show proof of authority of the Applicant IEMOP to file the instant Application: [22, 645, 513, 676]
paragraph-14b: (b) Performance degradation effectively limits the system's capacity to process the growing volume of market transactions, particularly with increased renewable energy and battery energy storage systems integration. [569, 1258, 1034, 1317]
cell-cy: 2020 [554, 27, 592, 199]
applicant-role: Applicants. [200, 301, 269, 316]
paragraph-15ii: (ii) SISCO MMS-SECURE ver of OEM Hot-Backup – support ending in December 2024; [569, 1613, 1034, 1642]
cell-no: 11 [1056, 2205, 1091, 2221]
cell-amount: 6,000,000.00 [202, 1981, 303, 2009]
paragraph-22-text: While the core functionalities of the IEMMS Project shall be supplied or developed by software developers whose expertise is in electricity market applications, Applicant IEMOP will also engage a software developer to assist in developing portions of the MMS outside of these core functionalities. Such functions are referred to as "Peripheral Functions" which are equally important to the overall capability of the MMS. As these Peripheral Functions are frequently modified based on issuances of the DOE and ERC, Applicant IEMOP intends to be equipped to have the flexibility to readily cope with the constantly evolving spot market landscape and at the same time reduce the maintenance cost. [1090, 734, 1553, 882]
paragraph-15v-text: Oracle Java ver 1.7.0_85 – support already discontinued. [600, 1685, 947, 1700]
cell-description: Down payment upon 4 weeks from contract execution date [1091, 1953, 1280, 1977]
header-description: Milestone Description [1091, 2161, 1280, 2205]
total-label: Total [1056, 2221, 1280, 2236]
paragraph-14a-text: Frequent software glitches demonstrate software instability which has caused market interventions and disruptions in market operations. [600, 1224, 1034, 1253]
paragraph-17: 17. Further discussions between Applicant IEMOP and Siemens revealed that changing the software also needs recoding by Siemens to comply with new ISO ISMS (27001:2022) provisions, which is the internationally-recognized standard for Information Security Management Systems (ISMS) as it provides a robust framework to protect information that can be adapted to all types and sizes of organization. It should be noted that Applicant IEMOP is certified to the ISO/IEC27001:2013 standard and has received a recommendation for certificate issuance for ISO/IEC27001:2022, having successfully passed the transition audit on 29 November 2024. [535, 1848, 1034, 1981]
cell-date: Jul-2025 [1468, 2002, 1553, 2027]
cell-item: IEMMS Development - Market Scheduling Optimization System [56, 2009, 202, 2049]
cell-amount: PHP 29,520,721.44 [1280, 2092, 1384, 2107]
notice-p2-text-b: Application [270, 473, 340, 488]
paragraph-25iii-text: utilizing extended support services from third-party software vendors, when available; [1121, 1319, 1553, 1349]
paragraph-20-text: Further, among the major requirements for the IEMMS Project is co-development between the contracted vendor and Applicant IEMOP. This project implementation model will allow Applicant IEMOP to actively participate and manage the development process and to create tailored solutions, thereby resulting in reduced costs and minimized long-term reliance on external vendors for system maintenance and enhancements. Specifically, the co-development requirement is envisioned to be a collaborative process where Applicant IEMOP will work together with the MMS Vendor to design, develop, and integrate software functionalities. This involves sharing of responsibilities, with Applicant IEMOP actively participating in the development of the IEMMS Project using the tools and framework of the MMS Vendor. The process is aimed at fostering knowledge transfer, building Applicant IEMOP's technical capacity, and ensuring alignment with constantly evolving operational requirements. [1090, 472, 1553, 680]
table-row [1056, 2052, 1553, 2076]
paragraph-23: 23. The timeline of the IEMMS Project indicates that the development of the components of the MMS will be completed by 2027. Thus, until the deployment of the replacement MMS, the current MMS will continue to be used for the processes in the WESM. [1056, 887, 1553, 946]
cell-purpose: These include the cost of hardware/ software and the consulting services which will serve as benchmark or guide for the internal development of the MMS modules to reduce dependence on software vendors. [303, 1981, 513, 2141]
